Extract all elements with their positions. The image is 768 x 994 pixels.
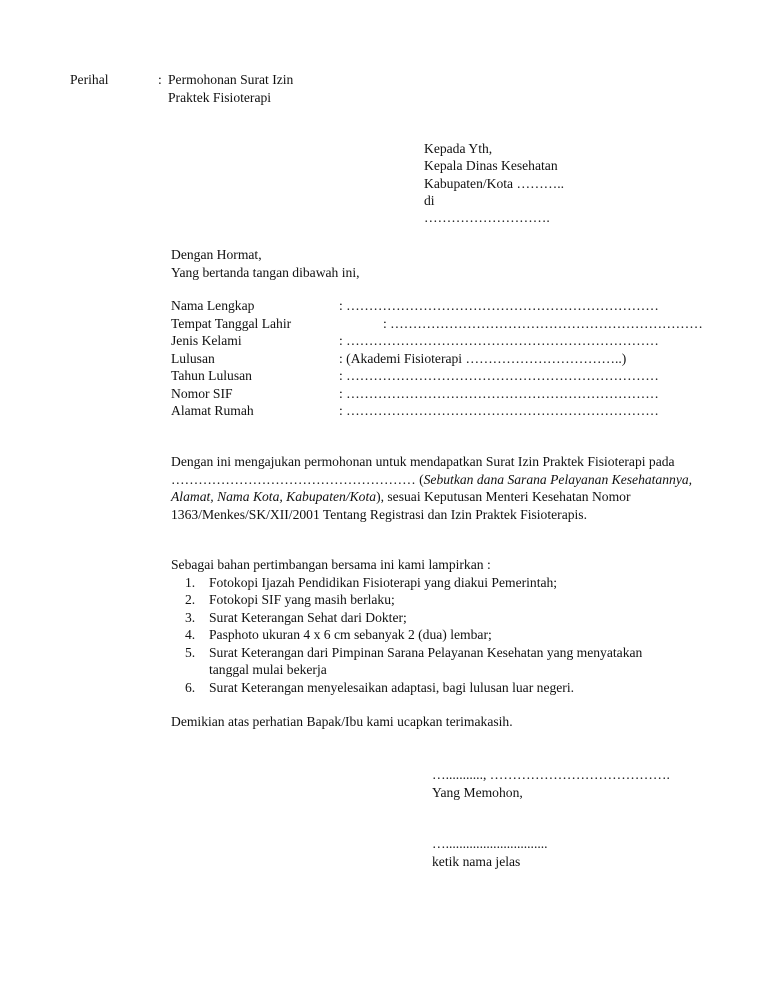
field-label: Lulusan bbox=[171, 350, 215, 366]
field-value: : (Akademi Fisioterapi ……………………………..) bbox=[339, 350, 627, 366]
field-value: : …………………………………………………………… bbox=[339, 403, 659, 418]
place-date-line: …..........., …………………………………. bbox=[432, 767, 670, 782]
recipient-line: Kabupaten/Kota ……….. bbox=[424, 175, 565, 191]
subject-value bbox=[168, 71, 293, 106]
attachments-intro: Sebagai bahan pertimbangan bersama ini kami lampirkan : bbox=[171, 557, 491, 572]
list-number: 6. bbox=[185, 679, 196, 695]
list-item bbox=[171, 644, 642, 679]
list-number: 1. bbox=[185, 574, 196, 590]
field-label: Alamat Rumah bbox=[171, 403, 254, 418]
recipient-block bbox=[424, 140, 564, 226]
greeting-block bbox=[171, 246, 360, 281]
name-hint: ketik nama jelas bbox=[432, 853, 521, 869]
salutation: Dengan Hormat, bbox=[171, 247, 262, 262]
field-label: Nomor SIF bbox=[171, 385, 233, 401]
request-text: Dengan ini mengajukan permohonan untuk mendapatkan Surat Izin Praktek Fisioterapi pada ……………………………………………… ( bbox=[171, 454, 675, 487]
subject-label: Perihal bbox=[70, 72, 109, 87]
list-number: 5. bbox=[185, 644, 196, 660]
request-italic-note: Sebutkan dana Sarana Pelayanan Kesehatannya, Alamat, Nama Kota, Kabupaten/Kota bbox=[171, 471, 693, 504]
list-text: Surat Keterangan menyelesaikan adaptasi, bagi lulusan luar negeri. bbox=[209, 679, 575, 695]
list-text: Fotokopi SIF yang masih berlaku; bbox=[209, 592, 395, 607]
field-label: Tahun Lulusan bbox=[171, 368, 252, 383]
field-value: : …………………………………………………………… bbox=[339, 385, 659, 401]
closing-sentence: Demikian atas perhatian Bapak/Ibu kami ucapkan terimakasih. bbox=[171, 714, 513, 729]
subject-line-2: Praktek Fisioterapi bbox=[168, 89, 272, 105]
list-text: Fotokopi Ijazah Pendidikan Fisioterapi yang diakui Pemerintah; bbox=[209, 574, 558, 590]
recipient-line: Kepala Dinas Kesehatan bbox=[424, 158, 558, 174]
subject-line-1: Permohonan Surat Izin bbox=[168, 72, 294, 87]
recipient-line: ………………………. bbox=[424, 210, 550, 226]
field-value: : …………………………………………………………… bbox=[383, 315, 703, 331]
list-number: 2. bbox=[185, 592, 196, 607]
recipient-line: di bbox=[424, 192, 435, 208]
field-label: Jenis Kelami bbox=[171, 333, 242, 348]
applicant-label: Yang Memohon, bbox=[432, 784, 523, 800]
recipient-line: Kepada Yth, bbox=[424, 141, 493, 156]
attachments-block bbox=[171, 556, 642, 696]
list-number: 3. bbox=[185, 609, 196, 625]
request-paragraph bbox=[171, 453, 711, 523]
field-value: : …………………………………………………………… bbox=[339, 368, 659, 383]
list-text: Surat Keterangan Sehat dari Dokter; bbox=[209, 609, 407, 625]
field-label: Tempat Tanggal Lahir bbox=[171, 315, 292, 331]
list-item bbox=[171, 609, 642, 627]
list-text: Pasphoto ukuran 4 x 6 cm sebanyak 2 (dua) lembar; bbox=[209, 627, 492, 642]
list-item bbox=[171, 626, 642, 644]
signature-header bbox=[432, 766, 670, 801]
list-text-continued: tanggal mulai bekerja bbox=[209, 662, 327, 677]
list-text: Surat Keterangan dari Pimpinan Sarana Pelayanan Kesehatan yang menyatakan bbox=[209, 644, 643, 660]
signature-name bbox=[432, 835, 548, 870]
field-label: Nama Lengkap bbox=[171, 298, 255, 313]
field-value: : …………………………………………………………… bbox=[339, 333, 659, 348]
request-text-end: ), sesuai Keputusan Menteri Kesehatan Nomor 1363/Menkes/SK/XII/2001 Tentang Registrasi dan Izin Praktek Fisioterapis. bbox=[171, 489, 631, 522]
list-item bbox=[171, 679, 642, 697]
list-item bbox=[171, 574, 642, 592]
field-value: : …………………………………………………………… bbox=[339, 298, 659, 313]
signature-blank: ….............................. bbox=[432, 836, 548, 851]
greeting-intro: Yang bertanda tangan dibawah ini, bbox=[171, 264, 360, 280]
subject-colon: : bbox=[158, 72, 162, 87]
list-number: 4. bbox=[185, 627, 196, 642]
list-item bbox=[171, 591, 642, 609]
attachments-list bbox=[171, 574, 642, 697]
